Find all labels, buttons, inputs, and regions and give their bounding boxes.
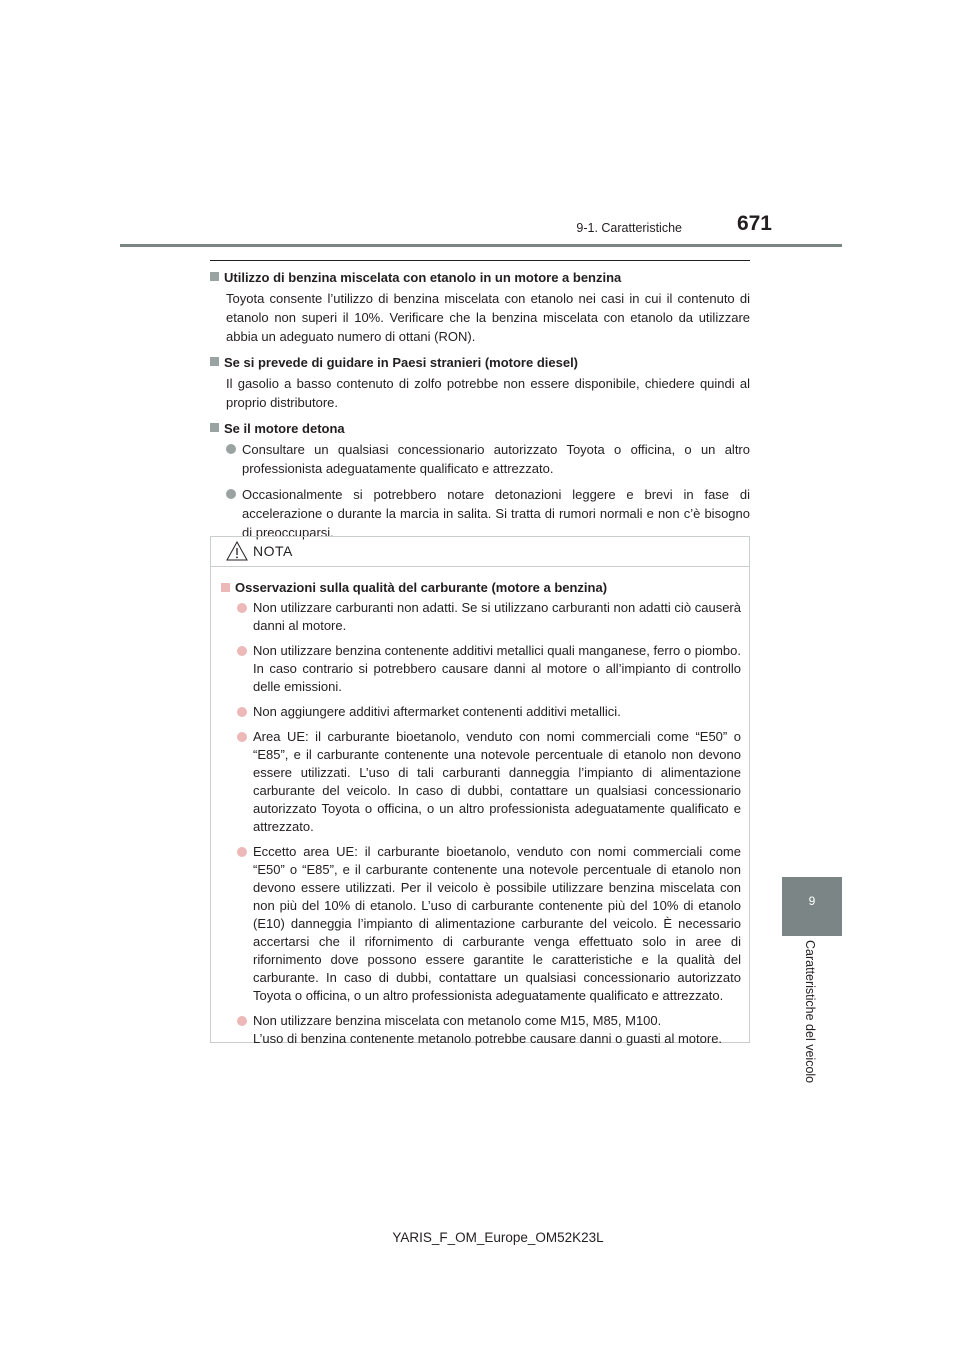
- footer-doc-code: YARIS_F_OM_Europe_OM52K23L: [392, 1230, 604, 1245]
- round-bullet-icon: [226, 444, 236, 454]
- content-top-rule: [210, 260, 750, 261]
- section-heading: Se il motore detona: [210, 419, 750, 438]
- list-item: Consultare un qualsiasi concessionario autorizzato Toyota o officina, o un altro professionista adeguatamente qualificato e attrezzato.: [226, 440, 750, 478]
- square-bullet-icon: [210, 272, 219, 281]
- nota-body: [221, 579, 741, 1048]
- nota-heading: Osservazioni sulla qualità del carburante (motore a benzina): [221, 579, 741, 597]
- list-item: Non utilizzare carburanti non adatti. Se si utilizzano carburanti non adatti ciò causerà danni al motore.: [237, 599, 741, 635]
- round-bullet-icon: [237, 1016, 247, 1026]
- list-item: Eccetto area UE: il carburante bioetanolo, venduto con nomi commerciali come “E50” o “E85”, e il carburante contenente una notevole percentuale di etanolo non devono essere utilizzati. Per il veicolo è possibile utilizzare benzina miscelata con non più del 10% di etanolo. L’uso di carburante contenente più del 10% di etanolo (E10) danneggia l’impianto di alimentazione carburante del veicolo. È necessario accertarsi che il rifornimento di carburante venga effettuato solo in aree di rifornimento dove possono essere garantite le caratteristiche e la qualità del carburante. In caso di dubbi, contattare un qualsiasi concessionario autorizzato Toyota o officina, o un altro professionista adeguatamente qualificato e attrezzato.: [237, 843, 741, 1005]
- round-bullet-icon: [237, 603, 247, 613]
- nota-label: NOTA: [253, 543, 293, 559]
- section-heading: Se si prevede di guidare in Paesi stranieri (motore diesel): [210, 353, 750, 372]
- chapter-title: [760, 940, 860, 1100]
- section-title: 9-1. Caratteristiche: [576, 221, 682, 235]
- square-bullet-icon: [210, 423, 219, 432]
- list-item: Area UE: il carburante bioetanolo, venduto con nomi commerciali come “E50” o “E85”, e il carburante contenente una notevole percentuale di etanolo non devono essere utilizzati. L’uso di tali carburanti danneggia l’impianto di alimentazione carburante del veicolo. In caso di dubbi, contattare un qualsiasi concessionario autorizzato Toyota o officina, o un altro professionista adeguatamente qualificato e attrezzato.: [237, 728, 741, 836]
- chapter-tab: 9: [782, 877, 842, 936]
- list-item: Occasionalmente si potrebbero notare detonazioni leggere e brevi in fase di accelerazione o durante la marcia in salita. Si tratta di rumori normali e non c’è bisogno di preoccuparsi.: [226, 485, 750, 542]
- round-bullet-icon: [237, 847, 247, 857]
- list-item: Non utilizzare benzina contenente additivi metallici quali manganese, ferro o piombo. In caso contrario si potrebbero causare danni al motore o all’impianto di controllo delle emissioni.: [237, 642, 741, 696]
- main-content: [210, 268, 750, 542]
- section-paragraph: Toyota consente l’utilizzo di benzina miscelata con etanolo nei casi in cui il contenuto di etanolo non superi il 10%. Verificare che la benzina miscelata con etanolo da utilizzare abbia un adeguato numero di ottani (RON).: [226, 291, 750, 344]
- round-bullet-icon: [226, 489, 236, 499]
- chapter-title-text: Caratteristiche del veicolo: [803, 940, 817, 1084]
- square-bullet-icon: [210, 357, 219, 366]
- nota-box: [210, 536, 750, 1046]
- section-paragraph: Il gasolio a basso contenuto di zolfo potrebbe non essere disponibile, chiedere quindi al proprio distributore.: [226, 376, 750, 410]
- nota-header: [211, 537, 749, 567]
- round-bullet-icon: [237, 646, 247, 656]
- section-heading: Utilizzo di benzina miscelata con etanolo in un motore a benzina: [210, 268, 750, 287]
- header-rule: [120, 244, 842, 247]
- square-bullet-icon: [221, 583, 230, 592]
- round-bullet-icon: [237, 732, 247, 742]
- list-item: Non utilizzare benzina miscelata con metanolo come M15, M85, M100. L’uso di benzina contenente metanolo potrebbe causare danni o guasti al motore.: [237, 1012, 741, 1048]
- page-number: 671: [736, 212, 772, 235]
- list-item: Non aggiungere additivi aftermarket contenenti additivi metallici.: [237, 703, 741, 721]
- warning-triangle-icon: [226, 541, 248, 561]
- round-bullet-icon: [237, 707, 247, 717]
